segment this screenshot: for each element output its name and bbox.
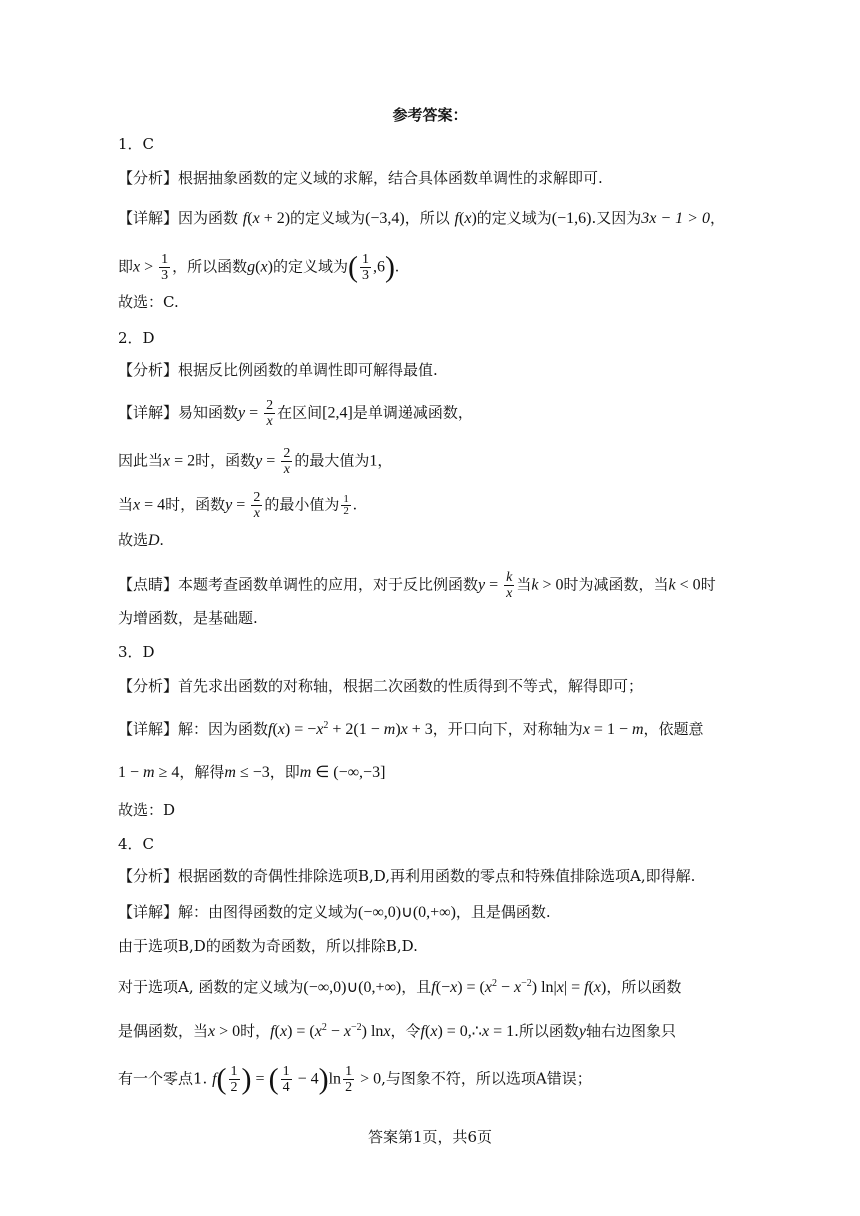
- q4-analysis: 【分析】根据函数的奇偶性排除选项B,D,再利用函数的零点和特殊值排除选项A,即得解.: [118, 867, 696, 885]
- page-footer: 答案第1页，共6页: [367, 1128, 493, 1146]
- q1-answer: 故选：C.: [118, 293, 179, 311]
- q4-number: 4．C: [118, 835, 155, 853]
- q2-detail-line-1: 【详解】易知函数y = $\frac{2}{x}$ 在区间[2,4]是单调递减函数，: [118, 398, 473, 429]
- q1-detail-line: 【详解】因为函数 f(x + 2)的定义域为(−3,4)，所以 f(x)的定义域为(−1,6).又因为3x − 1 > 0，: [118, 209, 725, 227]
- q2-detail-line-2: 因此当x = 2时，函数y = $\frac{2}{x}$ 的最大值为1，: [118, 446, 393, 477]
- q3-number: 3．D: [118, 643, 155, 661]
- q4-detail-line-3: 对于选项A, 函数的定义域为(−∞,0)∪(0,+∞)，且$f(-x) = (x^2 - x^{-2}) \ln|x| = f(x)$，所以函数: [118, 978, 682, 996]
- q3-detail-line-1: 【详解】解：因为函数$f(x) = -x^2 + 2(1 - m)x + 3$，开口向下，对称轴为x = 1 − m，依题意: [118, 720, 704, 738]
- q3-answer: 故选：D: [118, 801, 176, 819]
- q2-detail-line-3: 当x = 4时，函数y = $\frac{2}{x}$ 的最小值为 $\frac{1}{2}$ .: [118, 490, 357, 521]
- q4-detail-line-5: 有一个零点1. f( $\frac{1}{2}$ ) = ( $\frac{1}{4}$ − 4)ln $\frac{1}{2}$ > 0,与图象不符，所以选项A错误；: [118, 1062, 592, 1096]
- q2-answer: 故选D.: [118, 531, 164, 549]
- q2-note-continuation: 为增函数，是基础题.: [118, 609, 258, 627]
- q3-detail-line-2: 1 − m ≥ 4，解得m ≤ −3，即m ∈ (−∞,−3]: [118, 763, 386, 781]
- q4-detail-line-1: 【详解】解：由图得函数的定义域为(−∞,0)∪(0,+∞)，且是偶函数.: [118, 903, 551, 921]
- q1-continuation-line: 即x > $\frac{1}{3}$ ，所以函数g(x)的定义域为( $\frac{1}{3}$ ,6).: [118, 250, 399, 284]
- q2-note-line: 【点睛】本题考查函数单调性的应用，对于反比例函数y = $\frac{k}{x}$ 当k > 0时为减函数，当k < 0时: [118, 570, 716, 601]
- page-title: 参考答案：: [392, 106, 468, 124]
- q3-analysis: 【分析】首先求出函数的对称轴，根据二次函数的性质得到不等式，解得即可；: [118, 677, 644, 695]
- q4-detail-line-4: 是偶函数，当x > 0时，$f(x) = (x^2 - x^{-2})$ lnx，令f(x) = 0,∴x = 1.所以函数y轴右边图象只: [118, 1022, 677, 1040]
- q2-number: 2．D: [118, 329, 155, 347]
- q1-analysis: 【分析】根据抽象函数的定义域的求解，结合具体函数单调性的求解即可.: [118, 169, 603, 187]
- q1-number: 1．C: [118, 135, 155, 153]
- q4-detail-line-2: 由于选项B,D的函数为奇函数，所以排除B,D.: [118, 937, 418, 955]
- q2-analysis: 【分析】根据反比例函数的单调性即可解得最值.: [118, 361, 438, 379]
